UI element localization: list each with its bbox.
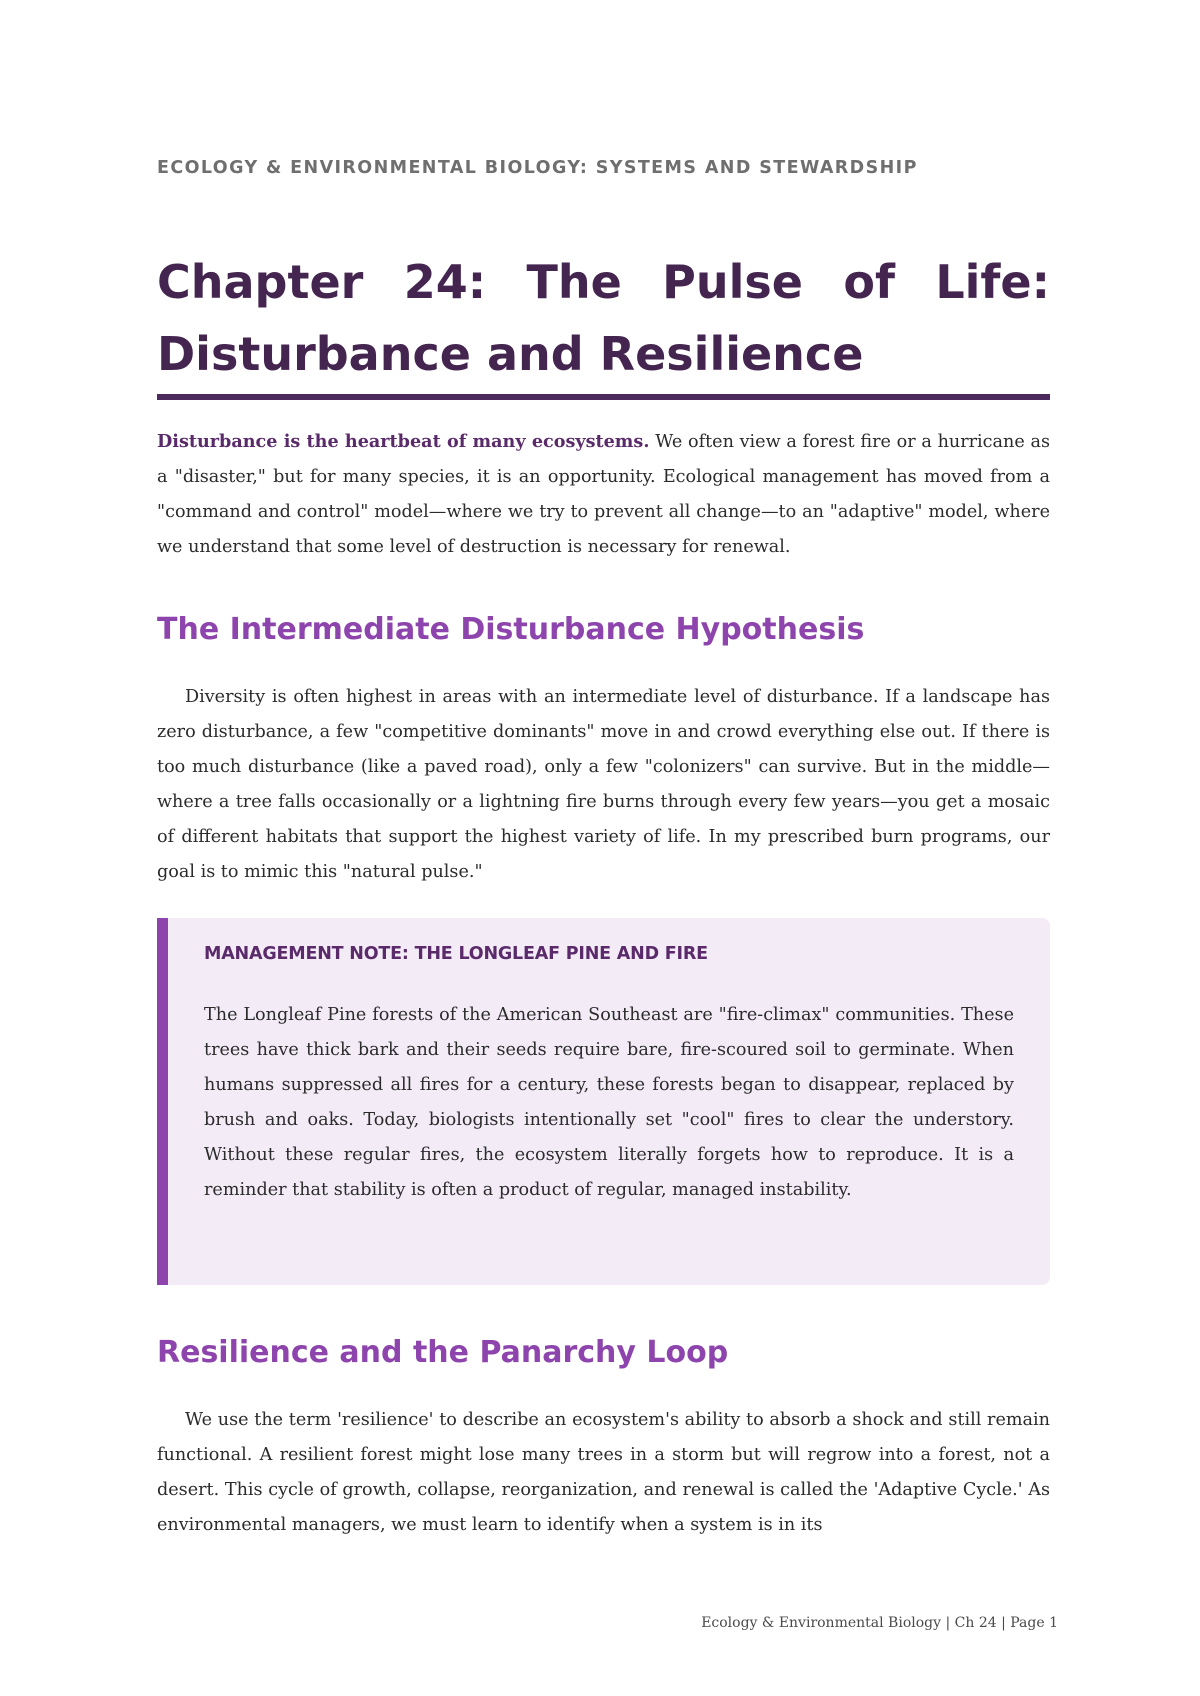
title-rule	[157, 394, 1050, 400]
section-paragraph-intermediate-disturbance: Diversity is often highest in areas with an intermediate level of disturbance. If a landscape has zero disturbance, a few "competitive dominants" move in and crowd everything else out. If there is too much disturbance (like a paved road), only a few "colonizers" can survive. But in the middle—where a tree falls occasionally or a lightning fire burns through every few years—you get a mosaic of different habitats that support the highest variety of life. In my prescribed burn programs, our goal is to mimic this "natural pulse."	[157, 687, 1050, 882]
callout-title: MANAGEMENT NOTE: THE LONGLEAF PINE AND FIRE	[204, 944, 708, 964]
intro-paragraph	[157, 424, 1050, 565]
callout-body: The Longleaf Pine forests of the American Southeast are "fire-climax" communities. These trees have thick bark and their seeds require bare, fire-scoured soil to germinate. When humans suppressed all fires for a century, these forests began to disappear, replaced by brush and oaks. Today, biologists intentionally set "cool" fires to clear the understory. Without these regular fires, the ecosystem literally forgets how to reproduce. It is a reminder that stability is often a product of regular, managed instability.	[204, 1005, 1014, 1200]
intro-lead: Disturbance is the heartbeat of many ecosystems.	[157, 431, 650, 452]
intro-text: We often view a forest fire or a hurricane as a "disaster," but for many species, it is an opportunity. Ecological management has moved from a "command and control" model—where we try to prevent all change—to an "adaptive" model, where we understand that some level of destruction is necessary for renewal.	[157, 432, 1051, 557]
management-note-callout	[157, 918, 1050, 1285]
chapter-title: Chapter 24: The Pulse of Life: Disturbance and Resilience	[157, 255, 1050, 381]
running-head: ECOLOGY & ENVIRONMENTAL BIOLOGY: SYSTEMS AND STEWARDSHIP	[157, 158, 918, 178]
section-paragraph-resilience: We use the term 'resilience' to describe an ecosystem's ability to absorb a shock and still remain functional. A resilient forest might lose many trees in a storm but will regrow into a forest, not a desert. This cycle of growth, collapse, reorganization, and renewal is called the 'Adaptive Cycle.' As environmental managers, we must learn to identify when a system is in its	[157, 1410, 1050, 1535]
section-heading-resilience: Resilience and the Panarchy Loop	[157, 1335, 729, 1370]
section-heading-intermediate-disturbance: The Intermediate Disturbance Hypothesis	[157, 612, 865, 647]
page-footer: Ecology & Environmental Biology | Ch 24 | Page 1	[701, 1615, 1058, 1631]
